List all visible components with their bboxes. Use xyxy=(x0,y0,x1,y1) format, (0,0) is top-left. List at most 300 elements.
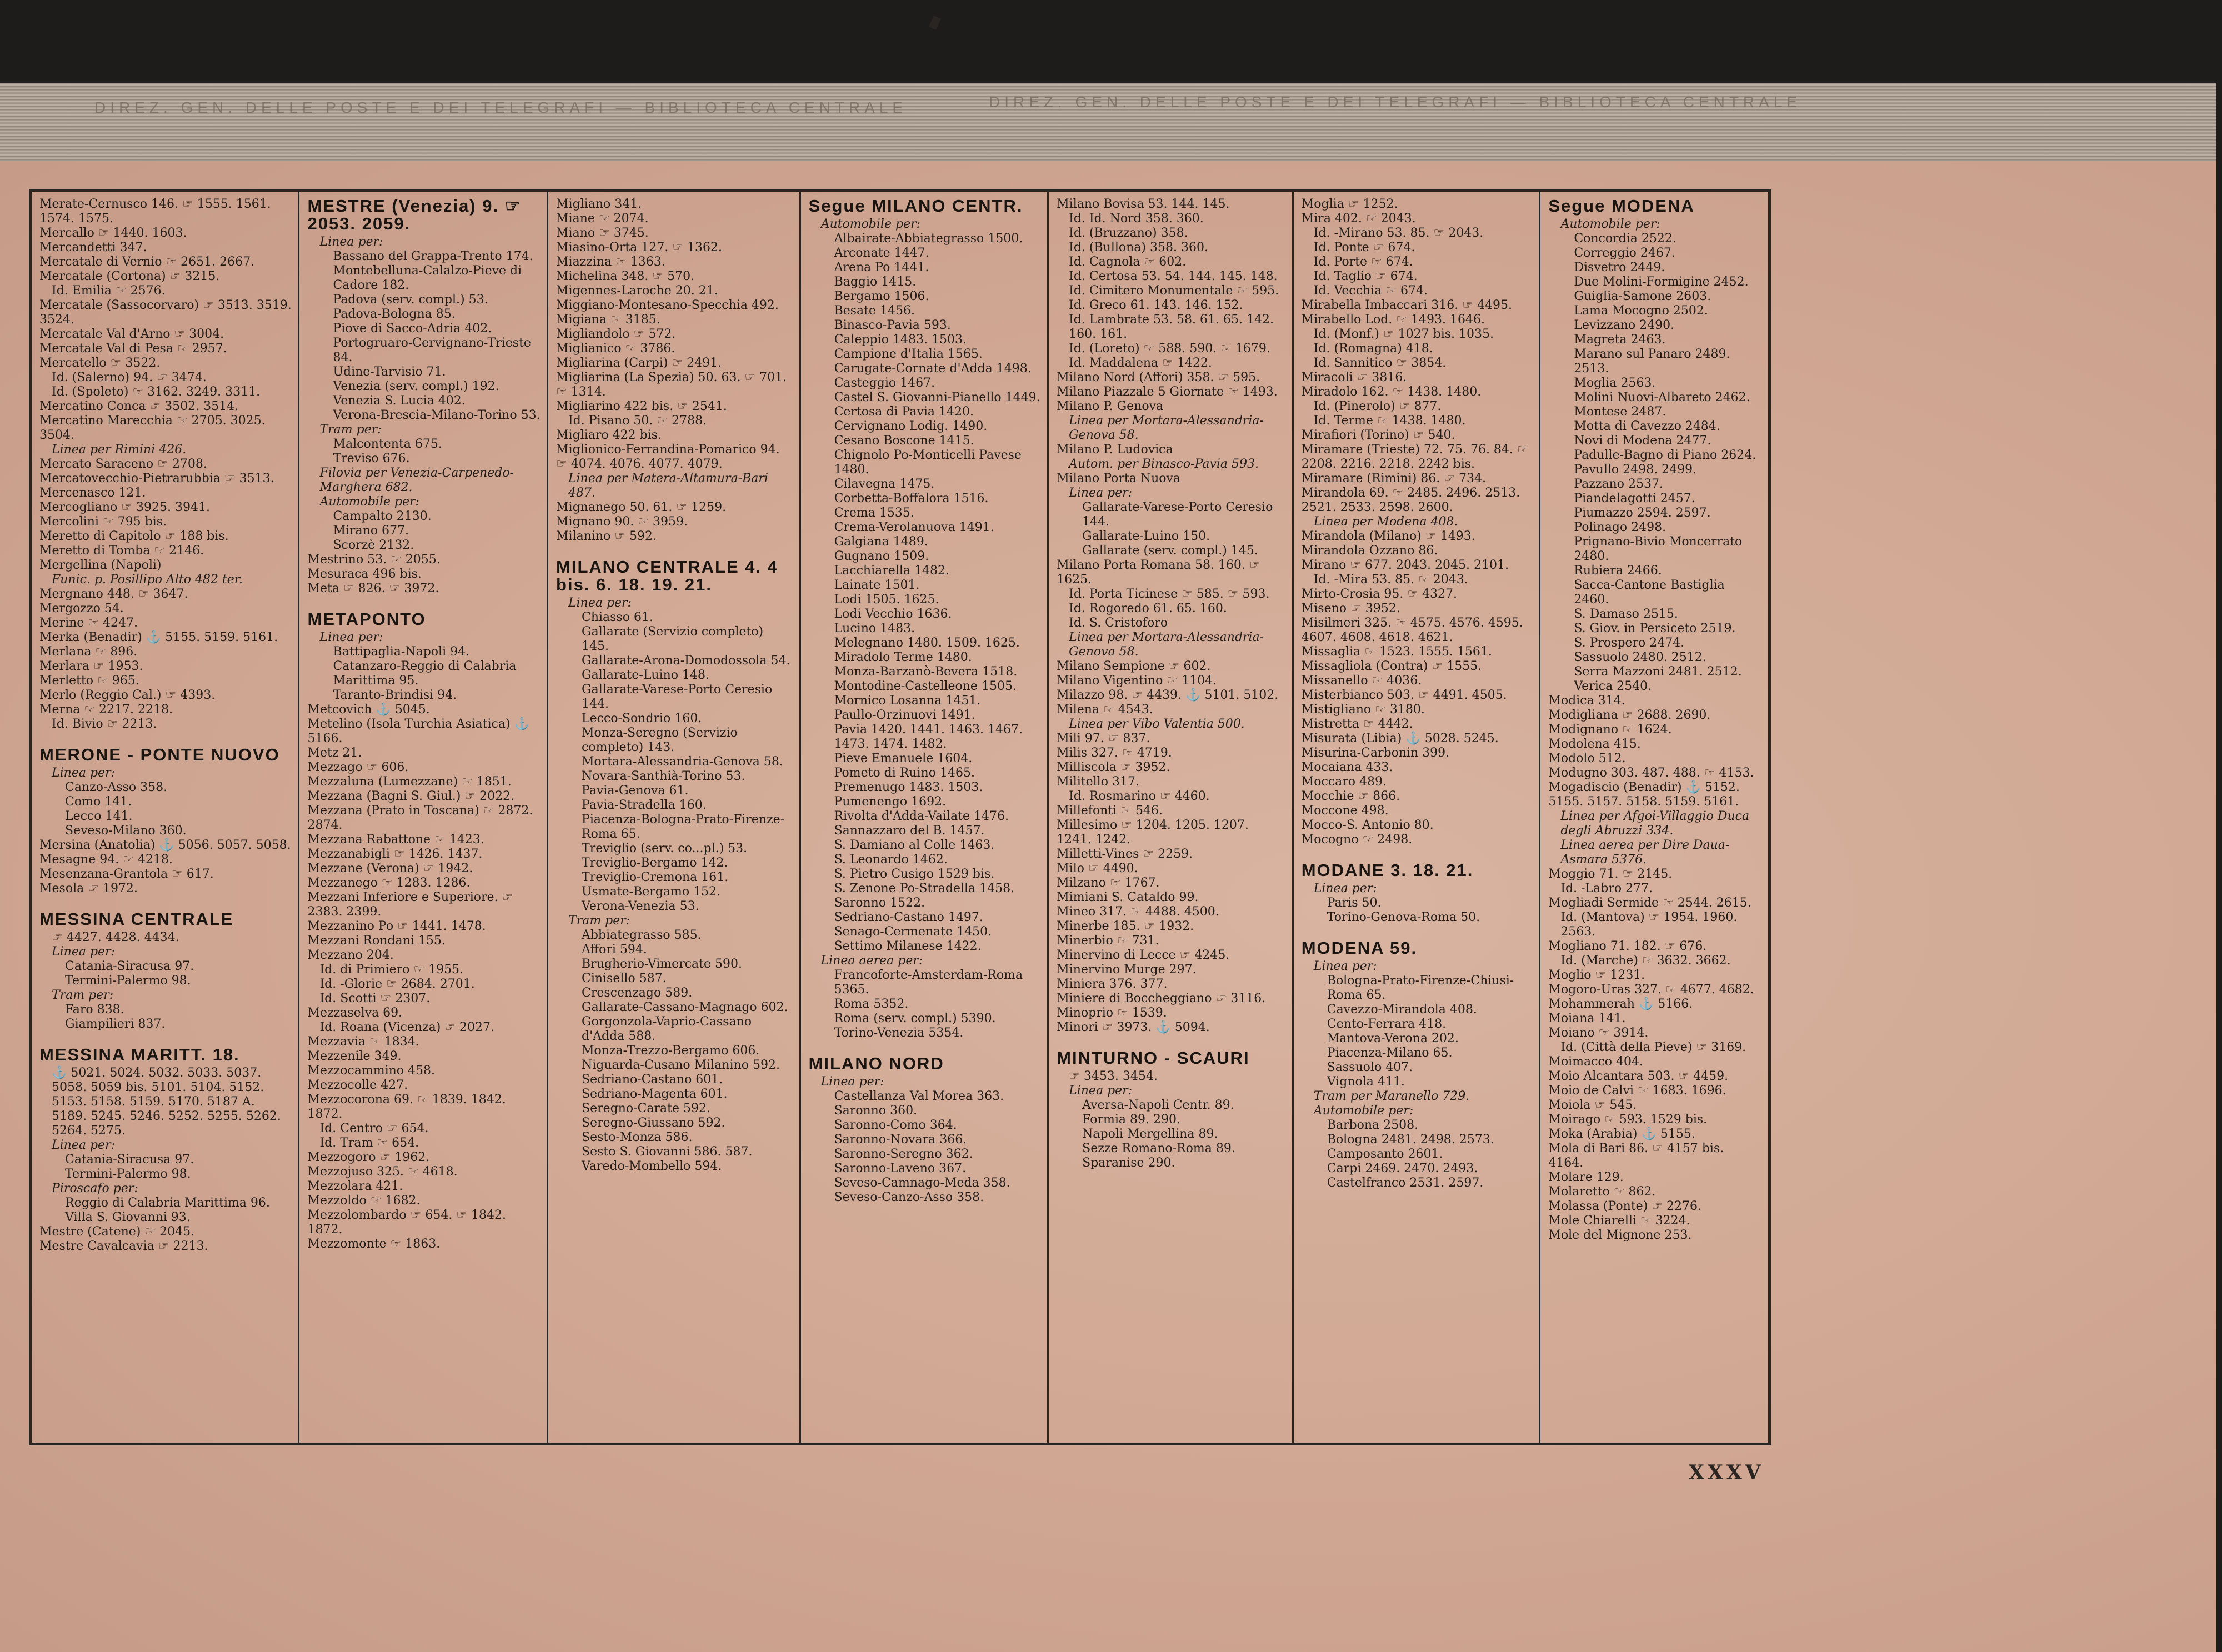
index-entry: Lainate 1501. xyxy=(834,578,920,592)
index-entry: Molassa (Ponte) ☞ 2276. xyxy=(1548,1199,1701,1213)
index-entry: Id. di Primiero ☞ 1955. xyxy=(319,963,464,977)
index-entry: Miane ☞ 2074. xyxy=(556,212,649,226)
index-entry: Milano Sempione ☞ 602. xyxy=(1057,659,1211,673)
index-entry: Mezzolombardo ☞ 654. ☞ 1842. 1872. xyxy=(307,1208,510,1237)
index-entry: Crema 1535. xyxy=(834,506,914,520)
index-entry: Metz 21. xyxy=(307,746,362,760)
index-entry: Treviso 676. xyxy=(333,452,410,465)
index-entry: Id. Greco 61. 143. 146. 152. xyxy=(1069,298,1243,312)
index-entry: Mezzani Inferiore e Superiore. ☞ 2383. 2399. xyxy=(307,890,517,919)
index-entry: Mesola ☞ 1972. xyxy=(39,882,138,895)
index-entry: Funic. p. Posillipo Alto 482 ter. xyxy=(52,573,243,587)
index-entry: Sezze Romano-Roma 89. xyxy=(1082,1142,1235,1155)
index-entry: Mezzanino Po ☞ 1441. 1478. xyxy=(307,919,486,933)
index-entry: Arena Po 1441. xyxy=(834,261,929,274)
index-entry: Mezzocolle 427. xyxy=(307,1078,408,1092)
index-entry: Automobile per: xyxy=(1560,217,1660,231)
index-entry: Serra Mazzoni 2481. 2512. xyxy=(1574,665,1742,679)
index-entry: Sesto-Monza 586. xyxy=(582,1130,693,1144)
index-entry: Moccaro 489. xyxy=(1301,775,1387,789)
index-entry: Mimiani S. Cataldo 99. xyxy=(1057,890,1199,904)
index-entry: Moglio ☞ 1231. xyxy=(1548,968,1645,982)
index-entry: Mignanego 50. 61. ☞ 1259. xyxy=(556,500,727,514)
index-entry: Castelfranco 2531. 2597. xyxy=(1327,1176,1484,1190)
index-entry: Mezzavia ☞ 1834. xyxy=(307,1035,419,1049)
index-entry: Gallarate-Arona-Domodossola 54. xyxy=(582,654,790,668)
index-entry: Id. Bivio ☞ 2213. xyxy=(52,717,157,731)
index-entry: Faro 838. xyxy=(65,1003,124,1017)
index-entry: Usmate-Bergamo 152. xyxy=(582,885,721,899)
index-entry: Bologna-Prato-Firenze-Chiusi-Roma 65. xyxy=(1327,974,1514,1002)
index-entry: Mergellina (Napoli) xyxy=(39,558,162,572)
index-entry: Linea per Vibo Valentia 500. xyxy=(1069,717,1245,731)
index-entry: Id. Terme ☞ 1438. 1480. xyxy=(1313,414,1466,428)
index-entry: Gorgonzola-Vaprio-Cassano d'Adda 588. xyxy=(582,1015,756,1043)
index-entry: Id. Rogoredo 61. 65. 160. xyxy=(1069,602,1227,615)
index-entry: Mola di Bari 86. ☞ 4157 bis. 4164. xyxy=(1548,1142,1728,1170)
index-entry: Migliandolo ☞ 572. xyxy=(556,327,676,341)
index-entry: Linea per Modena 408. xyxy=(1313,515,1458,529)
index-entry: Mercatovecchio-Pietrarubbia ☞ 3513. xyxy=(39,472,274,485)
index-entry: Gallarate (serv. compl.) 145. xyxy=(1082,544,1258,558)
index-entry: Linea aerea per Dire Daua-Asmara 5376. xyxy=(1560,838,1730,867)
index-entry: Moio de Calvi ☞ 1683. 1696. xyxy=(1548,1084,1726,1098)
index-entry: Udine-Tarvisio 71. xyxy=(333,365,446,379)
index-entry: Sedriano-Castano 1497. xyxy=(834,910,983,924)
index-entry: Migliarina (Carpi) ☞ 2491. xyxy=(556,356,722,370)
index-entry: Mirandola Ozzano 86. xyxy=(1301,544,1438,558)
index-entry: Mole Chiarelli ☞ 3224. xyxy=(1548,1214,1690,1228)
index-entry: Milano Porta Romana 58. 160. ☞ 1625. xyxy=(1057,558,1264,587)
index-entry: Tram per: xyxy=(52,988,114,1002)
index-entry: Linea per: xyxy=(820,1075,884,1089)
index-entry: Mezzoldo ☞ 1682. xyxy=(307,1194,421,1208)
index-entry: Mercatale Val di Pesa ☞ 2957. xyxy=(39,342,227,356)
index-entry: Montese 2487. xyxy=(1574,405,1666,419)
index-entry: Piumazzo 2594. 2597. xyxy=(1574,506,1711,520)
index-entry: Sedriano-Magenta 601. xyxy=(582,1087,728,1101)
index-entry: Merlo (Reggio Cal.) ☞ 4393. xyxy=(39,688,216,702)
index-entry: Misilmeri 325. ☞ 4575. 4576. 4595. 4607. 4608. 4618. 4621. xyxy=(1301,616,1527,644)
index-entry: Mezzana (Bagni S. Giul.) ☞ 2022. xyxy=(307,789,515,803)
index-entry: Id. (Pinerolo) ☞ 877. xyxy=(1313,399,1442,413)
index-entry: Moggio 71. ☞ 2145. xyxy=(1548,867,1673,881)
index-entry: Castel S. Giovanni-Pianello 1449. xyxy=(834,391,1040,404)
index-entry: Milzano ☞ 1767. xyxy=(1057,876,1160,890)
index-entry: Piacenza-Milano 65. xyxy=(1327,1046,1453,1060)
index-entry: Mezzogoro ☞ 1962. xyxy=(307,1150,430,1164)
index-entry: Id. (Bruzzano) 358. xyxy=(1069,226,1188,240)
index-entry: Piove di Sacco-Adria 402. xyxy=(333,322,492,336)
index-entry: Miggiano-Montesano-Specchia 492. xyxy=(556,298,779,312)
index-entry: Mirabello Lod. ☞ 1493. 1646. xyxy=(1301,313,1485,327)
index-entry: Id. Rosmarino ☞ 4460. xyxy=(1069,789,1210,803)
index-entry: Missaglia ☞ 1523. 1555. 1561. xyxy=(1301,645,1492,659)
index-entry: Linea per Rimini 426. xyxy=(52,443,187,457)
section-heading: MESSINA CENTRALE xyxy=(39,909,234,929)
index-entry: Modugno 303. 487. 488. ☞ 4153. xyxy=(1548,766,1754,780)
index-entry: Merna ☞ 2217. 2218. xyxy=(39,703,173,717)
index-entry: Milano Nord (Affori) 358. ☞ 595. xyxy=(1057,371,1260,384)
index-entry: Cilavegna 1475. xyxy=(834,477,935,491)
index-entry: Missagliola (Contra) ☞ 1555. xyxy=(1301,659,1482,673)
index-entry: Castellanza Val Morea 363. xyxy=(834,1089,1004,1103)
index-entry: Id. Id. Nord 358. 360. xyxy=(1069,212,1204,226)
index-entry: Mole del Mignone 253. xyxy=(1548,1228,1692,1242)
index-entry: Moiano ☞ 3914. xyxy=(1548,1026,1649,1040)
index-entry: Binasco-Pavia 593. xyxy=(834,318,951,332)
index-entry: Metelino (Isola Turchia Asiatica) ⚓ 5166. xyxy=(307,717,533,745)
section-heading: MILANO CENTRALE 4. 4 bis. 6. 18. 19. 21. xyxy=(556,557,778,594)
index-entry: Molare 129. xyxy=(1548,1170,1624,1184)
index-entry: Gallarate-Cassano-Magnago 602. xyxy=(582,1000,788,1014)
index-entry: Settimo Milanese 1422. xyxy=(834,939,982,953)
index-entry: Disvetro 2449. xyxy=(1574,261,1665,274)
index-entry: Id. Roana (Vicenza) ☞ 2027. xyxy=(319,1020,495,1034)
index-entry: Milo ☞ 4490. xyxy=(1057,862,1138,875)
index-column-1 xyxy=(32,192,299,1443)
index-entry: Mercallo ☞ 1440. 1603. xyxy=(39,226,187,240)
index-entry: Mercato Saraceno ☞ 2708. xyxy=(39,457,207,471)
index-entry: Mogliano 71. 182. ☞ 676. xyxy=(1548,939,1707,953)
index-entry: Mercatale Val d'Arno ☞ 3004. xyxy=(39,327,224,341)
index-entry: Miradolo Terme 1480. xyxy=(834,650,972,664)
index-entry: Miramare (Rimini) 86. ☞ 734. xyxy=(1301,472,1486,485)
index-entry: Sesto S. Giovanni 586. 587. xyxy=(582,1145,753,1159)
index-entry: Merletto ☞ 965. xyxy=(39,674,139,688)
index-entry: Autom. per Binasco-Pavia 593. xyxy=(1069,457,1259,471)
index-entry: Milano P. Genova xyxy=(1057,399,1164,413)
index-entry: Cesano Boscone 1415. xyxy=(834,434,974,448)
index-entry: Camposanto 2601. xyxy=(1327,1147,1443,1161)
index-entry: Treviglio (serv. co...pl.) 53. xyxy=(582,842,748,855)
section-heading: MESTRE (Venezia) 9. ☞ 2053. 2059. xyxy=(307,196,522,233)
index-entry: Miradolo 162. ☞ 1438. 1480. xyxy=(1301,385,1482,399)
index-entry: Mirano 677. xyxy=(333,524,409,538)
index-entry: Mezzano 204. xyxy=(307,948,394,962)
index-entry: Sedriano-Castano 601. xyxy=(582,1073,723,1087)
index-entry: Monza-Seregno (Servizio completo) 143. xyxy=(582,726,742,754)
index-entry: S. Giov. in Persiceto 2519. xyxy=(1574,622,1736,635)
index-entry: Roma (serv. compl.) 5390. xyxy=(834,1012,996,1025)
index-entry: Campione d'Italia 1565. xyxy=(834,347,983,361)
index-entry: Due Molini-Formigine 2452. xyxy=(1574,275,1749,289)
index-entry: Mistigliano ☞ 3180. xyxy=(1301,703,1425,717)
index-entry: Seveso-Canzo-Asso 358. xyxy=(834,1190,984,1204)
index-entry: Pumenengo 1692. xyxy=(834,795,947,809)
index-entry: Battipaglia-Napoli 94. xyxy=(333,645,470,659)
index-entry: Misurina-Carbonin 399. xyxy=(1301,746,1450,760)
index-column-2 xyxy=(299,192,548,1443)
index-entry: Milano Vigentino ☞ 1104. xyxy=(1057,674,1217,688)
index-entry: Linea per: xyxy=(568,596,632,610)
index-entry: Michelina 348. ☞ 570. xyxy=(556,269,695,283)
index-entry: Mirandola 69. ☞ 2485. 2496. 2513. 2521. 2533. 2598. 2600. xyxy=(1301,486,1524,514)
index-entry: Francoforte-Amsterdam-Roma 5365. xyxy=(834,968,1027,997)
index-entry: Meretto di Capitolo ☞ 188 bis. xyxy=(39,529,229,543)
index-entry: Id. (Mantova) ☞ 1954. 1960. 2563. xyxy=(1560,910,1741,939)
index-entry: Padova (serv. compl.) 53. xyxy=(333,293,488,307)
library-stamp-right: DIREZ. GEN. DELLE POSTE E DEI TELEGRAFI — BIBLIOTECA CENTRALE xyxy=(989,93,1802,111)
section-heading: Segue MODENA xyxy=(1548,196,1695,216)
index-entry: Corbetta-Boffalora 1516. xyxy=(834,492,989,505)
index-entry: Merlana ☞ 896. xyxy=(39,645,138,659)
index-entry: Minori ☞ 3973. ⚓ 5094. xyxy=(1057,1020,1210,1034)
index-entry: Mercatino Conca ☞ 3502. 3514. xyxy=(39,399,239,413)
section-heading: MERONE - PONTE NUOVO xyxy=(39,745,280,764)
index-entry: Mercenasco 121. xyxy=(39,486,146,500)
index-entry: Id. Taglio ☞ 674. xyxy=(1313,269,1418,283)
index-entry: Prignano-Bivio Moncerrato 2480. xyxy=(1574,535,1746,563)
index-entry: Crema-Verolanuova 1491. xyxy=(834,520,994,534)
index-entry: Milletti-Vines ☞ 2259. xyxy=(1057,847,1193,861)
index-entry: Padova-Bologna 85. xyxy=(333,307,456,321)
index-entry: Pavia 1420. 1441. 1463. 1467. 1473. 1474. 1482. xyxy=(834,723,1027,751)
index-entry: Napoli Mergellina 89. xyxy=(1082,1127,1218,1141)
index-entry: Arconate 1447. xyxy=(834,246,929,260)
index-entry: Sacca-Cantone Bastiglia 2460. xyxy=(1574,578,1729,607)
index-entry: Mestrino 53. ☞ 2055. xyxy=(307,553,441,567)
index-entry: Taranto-Brindisi 94. xyxy=(333,688,457,702)
index-entry: Venezia (serv. compl.) 192. xyxy=(333,379,499,393)
index-entry: Id. -Mira 53. 85. ☞ 2043. xyxy=(1313,573,1468,587)
index-entry: Militello 317. xyxy=(1057,775,1139,789)
index-entry: Cervignano Lodig. 1490. xyxy=(834,419,988,433)
index-entry: Levizzano 2490. xyxy=(1574,318,1675,332)
index-entry: Crescenzago 589. xyxy=(582,986,693,1000)
index-entry: Catania-Siracusa 97. xyxy=(65,959,194,973)
index-entry: Id. Lambrate 53. 58. 61. 65. 142. 160. 161. xyxy=(1069,313,1278,341)
index-column-7 xyxy=(1540,192,1768,1443)
index-entry: Moiola ☞ 545. xyxy=(1548,1098,1637,1112)
index-entry: Modigliana ☞ 2688. 2690. xyxy=(1548,708,1711,722)
index-entry: Linea aerea per: xyxy=(820,954,923,968)
index-entry: Linea per Mortara-Alessandria-Genova 58. xyxy=(1069,414,1264,442)
index-entry: Miseno ☞ 3952. xyxy=(1301,602,1400,615)
index-entry: Id. -Mirano 53. 85. ☞ 2043. xyxy=(1313,226,1484,240)
index-entry: Mezzojuso 325. ☞ 4618. xyxy=(307,1165,458,1179)
index-entry: Mocchie ☞ 866. xyxy=(1301,789,1400,803)
index-entry: Filovia per Venezia-Carpenedo-Marghera 682. xyxy=(319,466,514,494)
index-entry: Id. Maddalena ☞ 1422. xyxy=(1069,356,1212,370)
section-heading: MODANE 3. 18. 21. xyxy=(1301,860,1474,880)
index-entry: Id. Ponte ☞ 674. xyxy=(1313,241,1415,254)
index-entry: Cavezzo-Mirandola 408. xyxy=(1327,1003,1477,1017)
section-heading: MILANO NORD xyxy=(808,1054,944,1073)
index-entry: S. Leonardo 1462. xyxy=(834,853,948,867)
index-entry: Minerbe 185. ☞ 1932. xyxy=(1057,919,1194,933)
section-heading: MINTURNO - SCAURI xyxy=(1057,1048,1250,1068)
index-entry: Novara-Santhià-Torino 53. xyxy=(582,769,745,783)
index-entry: Id. (Salerno) 94. ☞ 3474. xyxy=(52,371,207,384)
index-entry: Mantova-Verona 202. xyxy=(1327,1032,1459,1045)
index-entry: Guiglia-Samone 2603. xyxy=(1574,289,1711,303)
index-entry: Miniere di Boccheggiano ☞ 3116. xyxy=(1057,992,1266,1005)
index-entry: Miniera 376. 377. xyxy=(1057,977,1168,991)
index-entry: Moirago ☞ 593. 1529 bis. xyxy=(1548,1113,1708,1127)
index-entry: Cinisello 587. xyxy=(582,972,667,985)
index-entry: Polinago 2498. xyxy=(1574,520,1666,534)
index-entry: Mirto-Crosia 95. ☞ 4327. xyxy=(1301,587,1458,601)
index-entry: Baggio 1415. xyxy=(834,275,917,289)
index-entry: Melegnano 1480. 1509. 1625. xyxy=(834,636,1020,650)
index-entry: Barbona 2508. xyxy=(1327,1118,1419,1132)
index-entry: Mersina (Anatolia) ⚓ 5056. 5057. 5058. xyxy=(39,838,291,852)
index-entry: Piroscafo per: xyxy=(52,1182,138,1195)
index-entry: Mezzana (Prato in Toscana) ☞ 2872. 2874. xyxy=(307,804,537,832)
index-entry: Mergnano 448. ☞ 3647. xyxy=(39,587,188,601)
index-entry: Id. (Marche) ☞ 3632. 3662. xyxy=(1560,954,1731,968)
index-entry: Id. (Romagna) 418. xyxy=(1313,342,1433,356)
index-entry: Mercatino Marecchia ☞ 2705. 3025. 3504. xyxy=(39,414,269,442)
index-entry: Id. (Loreto) ☞ 588. 590. ☞ 1679. xyxy=(1069,342,1270,356)
index-entry: Magreta 2463. xyxy=(1574,333,1666,347)
index-entry: Brugherio-Vimercate 590. xyxy=(582,957,742,971)
index-entry: S. Zenone Po-Stradella 1458. xyxy=(834,882,1015,895)
index-entry: Migliaro 422 bis. xyxy=(556,428,662,442)
index-entry: Linea per Afgoi-Villaggio Duca degli Abruzzi 334. xyxy=(1560,809,1754,838)
index-entry: Niguarda-Cusano Milanino 592. xyxy=(582,1058,780,1072)
index-entry: Millesimo ☞ 1204. 1205. 1207. 1241. 1242. xyxy=(1057,818,1253,847)
index-entry: Saronno-Laveno 367. xyxy=(834,1162,967,1175)
index-entry: Rubiera 2466. xyxy=(1574,564,1662,578)
index-entry: Automobile per: xyxy=(1313,1104,1414,1118)
index-entry: Id. Emilia ☞ 2576. xyxy=(52,284,166,298)
index-entry: Id. Pisano 50. ☞ 2788. xyxy=(568,414,707,428)
index-entry: Minoprio ☞ 1539. xyxy=(1057,1006,1167,1020)
index-entry: Treviglio-Cremona 161. xyxy=(582,870,729,884)
index-entry: Migliano 341. xyxy=(556,197,642,211)
index-entry: Migliarina (La Spezia) 50. 63. ☞ 701. ☞ 1314. xyxy=(556,371,791,399)
index-entry: Chiasso 61. xyxy=(582,610,653,624)
index-entry: Linea per Matera-Altamura-Bari 487. xyxy=(568,472,772,500)
index-entry: Pieve Emanuele 1604. xyxy=(834,752,973,765)
index-entry: Venezia S. Lucia 402. xyxy=(333,394,466,408)
index-entry: Misterbianco 503. ☞ 4491. 4505. xyxy=(1301,688,1507,702)
index-entry: Marano sul Panaro 2489. 2513. xyxy=(1574,347,1734,376)
index-entry: Mocco-S. Antonio 80. xyxy=(1301,818,1434,832)
index-entry: Id. Sannitico ☞ 3854. xyxy=(1313,356,1447,370)
index-entry: Galgiana 1489. xyxy=(834,535,928,549)
index-entry: Malcontenta 675. xyxy=(333,437,442,451)
index-entry: Pometo di Ruino 1465. xyxy=(834,766,975,780)
index-entry: Milliscola ☞ 3952. xyxy=(1057,760,1170,774)
index-entry: Sassuolo 2480. 2512. xyxy=(1574,650,1706,664)
index-entry: Mocaiana 433. xyxy=(1301,760,1393,774)
index-entry: Catanzaro-Reggio di Calabria Marittima 95. xyxy=(333,659,521,688)
index-entry: Casteggio 1467. xyxy=(834,376,935,390)
index-entry: Miano ☞ 3745. xyxy=(556,226,649,240)
index-entry: Aversa-Napoli Centr. 89. xyxy=(1082,1098,1234,1112)
index-entry: Motta di Cavezzo 2484. xyxy=(1574,419,1720,433)
index-entry: Id. (Spoleto) ☞ 3162. 3249. 3311. xyxy=(52,385,261,399)
index-entry: Campalto 2130. xyxy=(333,509,432,523)
index-entry: Mezzani Rondani 155. xyxy=(307,934,446,948)
index-entry: Mercogliano ☞ 3925. 3941. xyxy=(39,500,210,514)
index-entry: Verona-Venezia 53. xyxy=(582,899,699,913)
index-entry: Mignano 90. ☞ 3959. xyxy=(556,515,688,529)
index-entry: Linea per: xyxy=(319,235,383,249)
index-column-4 xyxy=(801,192,1049,1443)
index-entry: Mezzocorona 69. ☞ 1839. 1842. 1872. xyxy=(307,1093,510,1121)
index-entry: Modolena 415. xyxy=(1548,737,1641,751)
index-entry: Mogliadi Sermide ☞ 2544. 2615. xyxy=(1548,896,1751,910)
index-entry: Moiana 141. xyxy=(1548,1012,1626,1025)
index-entry: Abbiategrasso 585. xyxy=(582,928,702,942)
index-entry: Id. (Bullona) 358. 360. xyxy=(1069,241,1208,254)
index-entry: Id. Tram ☞ 654. xyxy=(319,1136,419,1150)
index-entry: Mili 97. ☞ 837. xyxy=(1057,732,1150,745)
index-column-5 xyxy=(1049,192,1294,1443)
index-entry: Paris 50. xyxy=(1327,896,1382,910)
index-entry: Moimacco 404. xyxy=(1548,1055,1643,1069)
index-entry: Mistretta ☞ 4442. xyxy=(1301,717,1413,731)
index-entry: Lucino 1483. xyxy=(834,622,915,635)
index-entry: Montodine-Castelleone 1505. xyxy=(834,679,1017,693)
index-entry: Merate-Cernusco 146. ☞ 1555. 1561. 1574. 1575. xyxy=(39,197,275,226)
index-entry: Mesenzana-Grantola ☞ 617. xyxy=(39,867,214,881)
index-entry: Meretto di Tomba ☞ 2146. xyxy=(39,544,204,558)
index-entry: Gallarate (Servizio completo) 145. xyxy=(582,625,768,653)
index-entry: Mineo 317. ☞ 4488. 4500. xyxy=(1057,905,1219,919)
index-entry: Mezzomonte ☞ 1863. xyxy=(307,1237,441,1251)
index-entry: Linea per: xyxy=(1069,1084,1133,1098)
index-entry: Moccone 498. xyxy=(1301,804,1389,818)
section-heading: MESSINA MARITT. 18. xyxy=(39,1045,240,1064)
index-entry: Linea per: xyxy=(1313,882,1377,895)
index-entry: Mirandola (Milano) ☞ 1493. xyxy=(1301,529,1475,543)
index-entry: Tram per: xyxy=(319,423,382,437)
index-entry: Id. Certosa 53. 54. 144. 145. 148. xyxy=(1069,269,1278,283)
index-entry: Gallarate-Varese-Porto Ceresio 144. xyxy=(1082,500,1277,529)
index-entry: Seveso-Milano 360. xyxy=(65,824,187,838)
index-entry: Id. Scotti ☞ 2307. xyxy=(319,992,431,1005)
index-entry: Torino-Venezia 5354. xyxy=(834,1026,964,1040)
section-heading: METAPONTO xyxy=(307,609,426,629)
index-entry: Termini-Palermo 98. xyxy=(65,1167,191,1181)
index-entry: Piandelagotti 2457. xyxy=(1574,492,1695,505)
section-heading: MODENA 59. xyxy=(1301,938,1418,958)
index-entry: Id. S. Cristoforo xyxy=(1069,616,1168,630)
index-entry: Correggio 2467. xyxy=(1574,246,1675,260)
index-entry: Mercatale (Cortona) ☞ 3215. xyxy=(39,269,220,283)
index-entry: Id. Cimitero Monumentale ☞ 595. xyxy=(1069,284,1279,298)
index-entry: Mezzago ☞ 606. xyxy=(307,760,409,774)
index-entry: Varedo-Mombello 594. xyxy=(582,1159,722,1173)
index-entry: Rivolta d'Adda-Vailate 1476. xyxy=(834,809,1009,823)
section-heading: Segue MILANO CENTR. xyxy=(808,196,1023,216)
index-entry: Canzo-Asso 358. xyxy=(65,780,168,794)
index-entry: Chignolo Po-Monticelli Pavese 1480. xyxy=(834,448,1025,477)
index-entry: Torino-Genova-Roma 50. xyxy=(1327,910,1480,924)
index-entry: Automobile per: xyxy=(820,217,921,231)
index-entry: Monza-Trezzo-Bergamo 606. xyxy=(582,1044,760,1058)
index-entry: Reggio di Calabria Marittima 96. xyxy=(65,1196,270,1210)
index-entry: Miracoli ☞ 3816. xyxy=(1301,371,1407,384)
index-entry: Giampilieri 837. xyxy=(65,1017,166,1031)
index-entry: Piacenza-Bologna-Prato-Firenze-Roma 65. xyxy=(582,813,785,841)
index-entry: S. Pietro Cusigo 1529 bis. xyxy=(834,867,995,881)
index-entry: Mesuraca 496 bis. xyxy=(307,567,422,581)
index-entry: Miglianico ☞ 3786. xyxy=(556,342,675,356)
index-entry: Mercatale (Sassocorvaro) ☞ 3513. 3519. 3524. xyxy=(39,298,296,327)
index-entry: Lecco 141. xyxy=(65,809,133,823)
index-entry: ⚓ 5021. 5024. 5032. 5033. 5037. 5058. 5059 bis. 5101. 5104. 5152. 5153. 5158. 5159. 5170. 5187 A. 5189. 5245. 5246. 5252. 5255. 5262. 5264. 5275. xyxy=(52,1066,285,1138)
index-entry: Linea per: xyxy=(319,630,383,644)
index-entry: Modolo 512. xyxy=(1548,752,1626,765)
index-entry: Milano P. Ludovica xyxy=(1057,443,1173,457)
index-entry: Linea per Mortara-Alessandria-Genova 58. xyxy=(1069,630,1264,659)
